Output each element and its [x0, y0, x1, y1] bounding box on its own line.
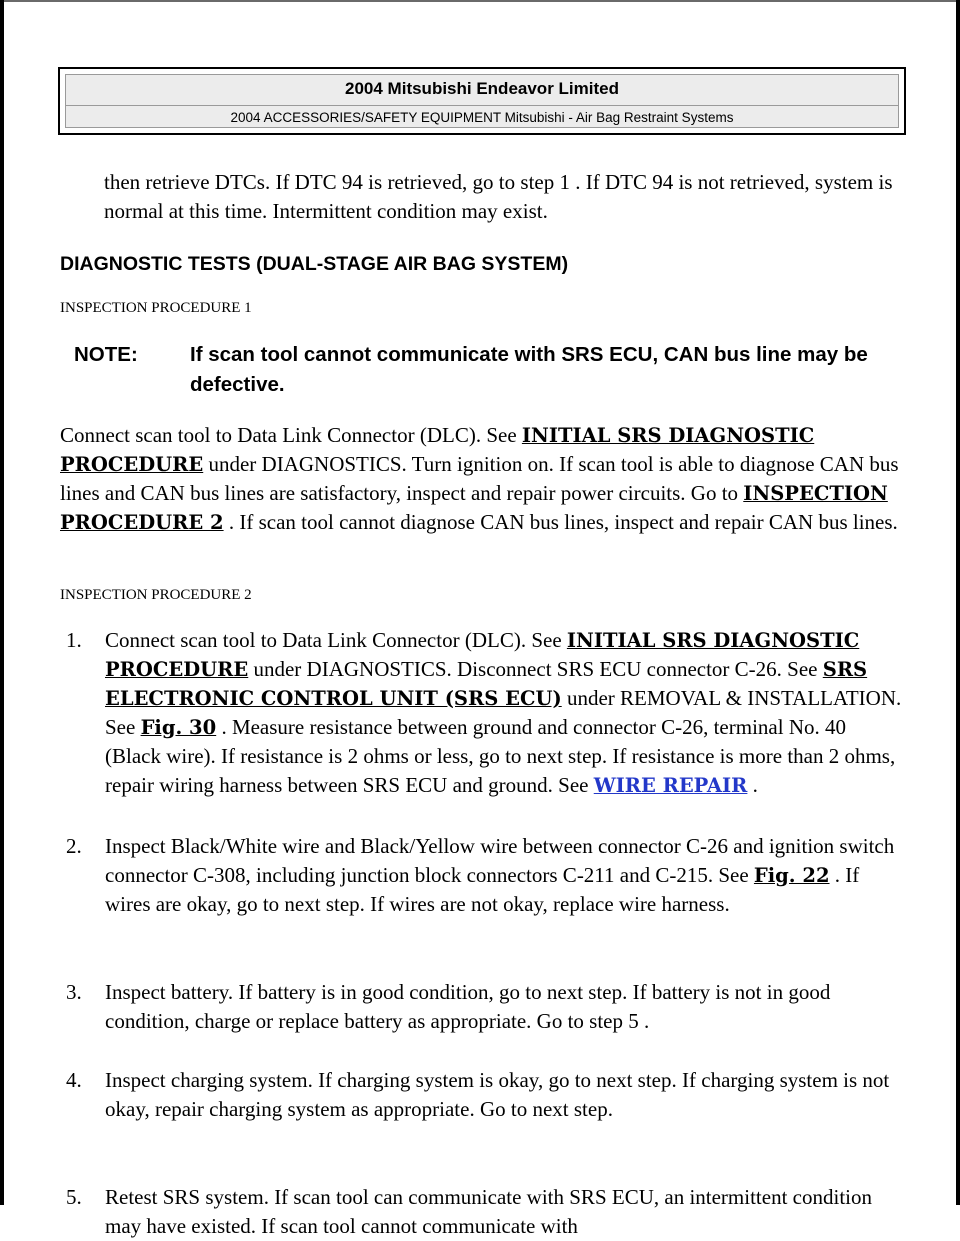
srs-ecu-link[interactable]: SRS ELECTRONIC CONTROL UNIT (SRS ECU) — [105, 658, 868, 710]
text-span: under DIAGNOSTICS. Turn ignition on. If scan tool is able to diagnose CAN bus lines and CAN bus lines are satisfactory, inspect and repair power circuits. Go to — [60, 452, 899, 505]
header-divider — [66, 105, 898, 106]
inspection-procedure-2-link[interactable]: INSPECTION PROCEDURE 2 — [60, 482, 888, 534]
text-span: . If scan tool cannot diagnose CAN bus lines, inspect and repair CAN bus lines. — [223, 510, 898, 534]
wire-repair-link[interactable]: WIRE REPAIR — [593, 774, 748, 797]
note-text: If scan tool cannot communicate with SRS ECU, CAN bus line may be defective. — [190, 343, 868, 396]
text-span: Inspect Black/White wire and Black/Yellow wire between connector C-26 and ignition switch connector C-308, including junction block connectors C-211 and C-215. See — [105, 834, 895, 887]
step-text — [105, 832, 905, 919]
header-title: 2004 Mitsubishi Endeavor Limited — [345, 79, 619, 98]
text-span: . Measure resistance between ground and connector C-26, terminal No. 40 (Black wire). If resistance is 2 ohms or less, go to next step. If resistance is more than 2 ohms, repair wiring harness between SRS ECU and ground. See — [105, 715, 896, 797]
page-left-border — [0, 0, 4, 1205]
intro-paragraph: then retrieve DTCs. If DTC 94 is retrieved, go to step 1 . If DTC 94 is not retrieved, system is normal at this time. Intermittent condition may exist. — [104, 170, 893, 223]
text-span: Connect scan tool to Data Link Connector (DLC). See — [60, 423, 522, 447]
text-span: . If wires are okay, go to next step. If wires are not okay, replace wire harness. — [105, 863, 860, 916]
step-text — [105, 626, 905, 800]
document-header — [58, 67, 906, 135]
procedure-1-heading: INSPECTION PROCEDURE 1 — [60, 300, 252, 316]
step-number: 4. — [66, 1068, 82, 1092]
step-number: 5. — [66, 1185, 82, 1209]
initial-srs-diagnostic-procedure-link[interactable]: INITIAL SRS DIAGNOSTIC PROCEDURE — [105, 629, 860, 681]
step-text: Inspect charging system. If charging system is okay, go to next step. If charging system is not okay, repair charging system as appropriate. Go to next step. — [105, 1068, 890, 1121]
page-right-border — [956, 0, 960, 1205]
header-inner-panel — [65, 74, 899, 128]
fig-22-link[interactable]: Fig. 22 — [753, 864, 830, 887]
procedure-2-heading: INSPECTION PROCEDURE 2 — [60, 587, 252, 603]
step-text: Retest SRS system. If scan tool can communicate with SRS ECU, an intermittent condition may have existed. If scan tool cannot communicate with — [105, 1185, 872, 1238]
initial-srs-diagnostic-procedure-link[interactable]: INITIAL SRS DIAGNOSTIC PROCEDURE — [60, 424, 815, 476]
text-span: Connect scan tool to Data Link Connector (DLC). See — [105, 628, 567, 652]
header-subtitle: 2004 ACCESSORIES/SAFETY EQUIPMENT Mitsubishi - Air Bag Restraint Systems — [230, 110, 734, 125]
step-number: 3. — [66, 980, 82, 1004]
step-text: Inspect battery. If battery is in good condition, go to next step. If battery is not in good condition, charge or replace battery as appropriate. Go to step 5 . — [105, 980, 831, 1033]
text-span: under REMOVAL & INSTALLATION. See — [105, 686, 902, 739]
text-span: . — [747, 773, 758, 797]
section-title: DIAGNOSTIC TESTS (DUAL-STAGE AIR BAG SYSTEM) — [60, 253, 569, 275]
note-label: NOTE: — [74, 343, 138, 366]
text-span: under DIAGNOSTICS. Disconnect SRS ECU connector C-26. See — [248, 657, 823, 681]
fig-30-link[interactable]: Fig. 30 — [140, 716, 217, 739]
step-number: 1. — [66, 628, 82, 652]
step-number: 2. — [66, 834, 82, 858]
procedure-1-paragraph — [60, 421, 905, 537]
page-top-border — [0, 0, 960, 2]
